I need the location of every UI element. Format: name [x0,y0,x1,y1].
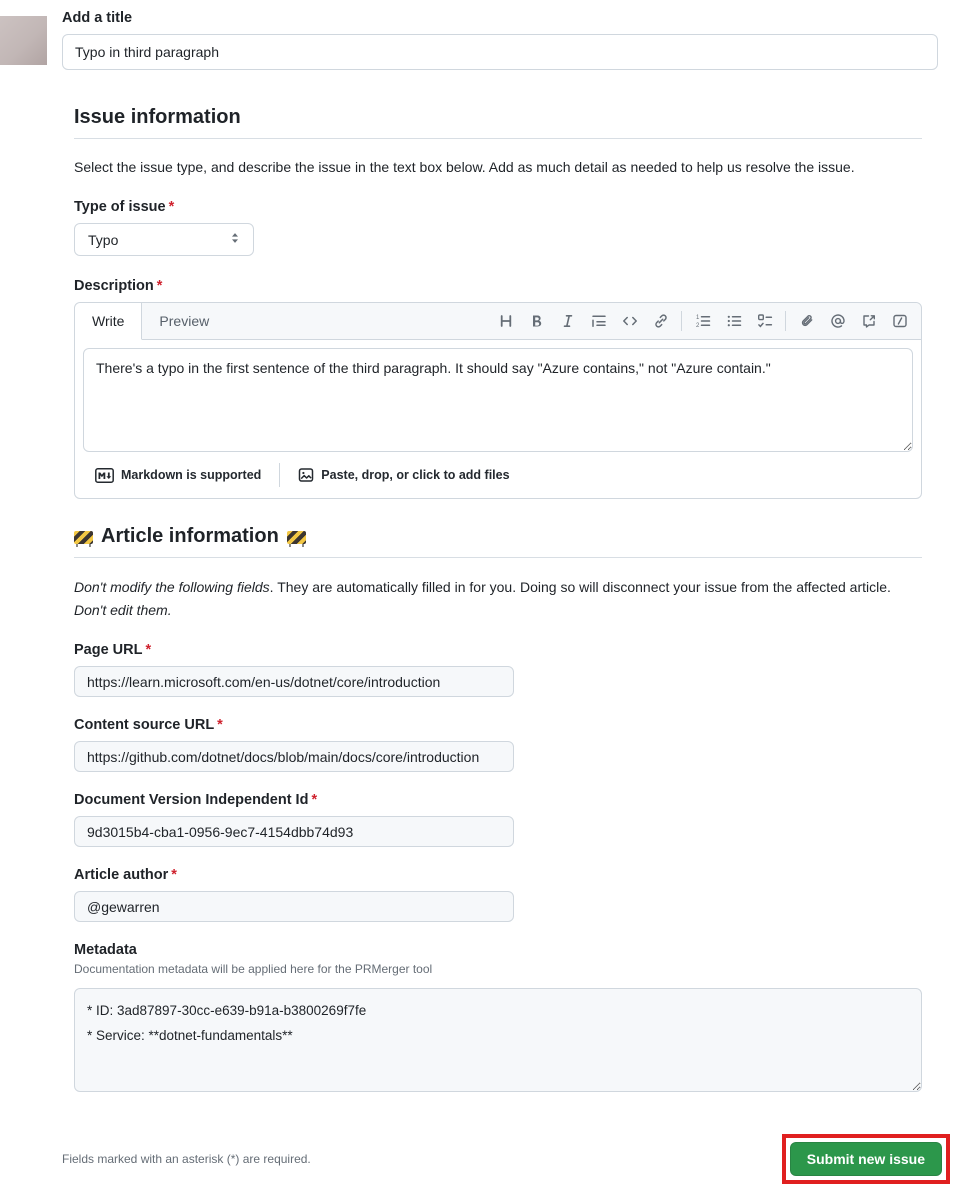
tab-write[interactable]: Write [75,303,142,340]
unordered-list-button[interactable] [718,306,749,337]
annotation-highlight-box [782,1134,950,1184]
required-asterisk: * [156,278,163,295]
mention-button[interactable] [822,306,853,337]
issue-information-section [74,106,922,499]
content-source-url-input[interactable] [74,741,514,772]
article-author-input[interactable] [74,891,514,922]
title-label: Add a title [62,10,133,26]
required-asterisk: * [145,642,152,659]
description-editor [74,302,922,499]
document-version-id-group [74,792,922,847]
editor-body [75,340,921,460]
page-url-label: Page URL * [74,642,152,659]
user-avatar [0,16,47,65]
cross-reference-icon [861,313,877,329]
metadata-hint: Documentation metadata will be applied here for the PRMerger tool [74,962,433,977]
tab-preview[interactable]: Preview [159,313,210,330]
unordered-list-icon [726,313,742,329]
markdown-supported-link[interactable]: Markdown is supported [83,468,273,483]
metadata-group [74,942,922,1092]
italic-button[interactable] [552,306,583,337]
heading-button[interactable] [490,306,521,337]
paperclip-icon [799,313,815,329]
footer-divider [279,463,280,487]
image-icon [298,467,314,483]
svg-text:1: 1 [695,315,699,322]
code-icon [622,313,638,329]
required-asterisk: * [168,199,175,216]
issue-information-description: Select the issue type, and describe the issue in the text box below. Add as much detail as needed to help us resolve the issue. [74,159,855,175]
page-url-group [74,642,922,697]
page-url-input[interactable] [74,666,514,697]
article-information-heading [74,525,922,558]
quote-icon [591,313,607,329]
article-author-group [74,867,922,922]
numbered-list-icon [695,313,711,329]
markdown-icon [95,468,114,483]
editor-tabs [75,303,226,339]
slash-command-icon [892,313,908,329]
bold-icon [529,313,545,329]
numbered-list-button[interactable] [687,306,718,337]
required-asterisk: * [217,717,223,734]
do-not-modify-notice: Don't modify the following fields. They are automatically filled in for you. Doing so will disconnect your issue from the affected article. Don't edit them. [74,579,891,619]
toolbar-divider [785,311,786,331]
article-information-section [74,525,922,1092]
metadata-textarea[interactable] [74,988,922,1092]
quote-button[interactable] [583,306,614,337]
mention-icon [830,313,846,329]
bold-button[interactable] [521,306,552,337]
document-version-id-label: Document Version Independent Id * [74,792,318,809]
paste-drop-files-button[interactable]: Paste, drop, or click to add files [286,467,521,483]
type-of-issue-label: Type of issue * [74,199,175,216]
cross-reference-button[interactable] [853,306,884,337]
editor-header [75,303,921,340]
construction-icon [74,531,93,544]
unfold-icon [227,230,243,249]
document-version-id-input[interactable] [74,816,514,847]
article-author-label: Article author * [74,867,177,884]
heading-icon [498,313,514,329]
markdown-toolbar [490,303,921,339]
description-label: Description * [74,278,163,295]
type-of-issue-select[interactable] [74,223,254,256]
content-source-url-group [74,717,922,772]
toolbar-divider [681,311,682,331]
editor-footer [75,460,921,498]
description-textarea[interactable] [83,348,913,452]
code-button[interactable] [614,306,645,337]
issue-information-heading [74,106,922,139]
task-list-button[interactable] [749,306,780,337]
article-information-heading-text: Article information [101,525,279,548]
issue-information-heading-text: Issue information [74,106,241,128]
content-source-url-label: Content source URL * [74,717,223,734]
submit-new-issue-button[interactable]: Submit new issue [790,1142,942,1176]
attach-file-button[interactable] [791,306,822,337]
type-of-issue-value: Typo [88,231,119,248]
slash-command-button[interactable] [884,306,915,337]
title-section [62,10,938,70]
metadata-label: Metadata [74,942,137,959]
title-input[interactable] [62,34,938,70]
construction-icon [287,531,306,544]
required-asterisk: * [171,867,177,884]
italic-icon [560,313,576,329]
required-fields-note: Fields marked with an asterisk (*) are required. [62,1152,311,1167]
link-icon [653,313,669,329]
form-footer [62,1134,950,1184]
required-asterisk: * [311,792,318,809]
task-list-icon [757,313,773,329]
svg-text:2: 2 [695,323,699,330]
link-button[interactable] [645,306,676,337]
